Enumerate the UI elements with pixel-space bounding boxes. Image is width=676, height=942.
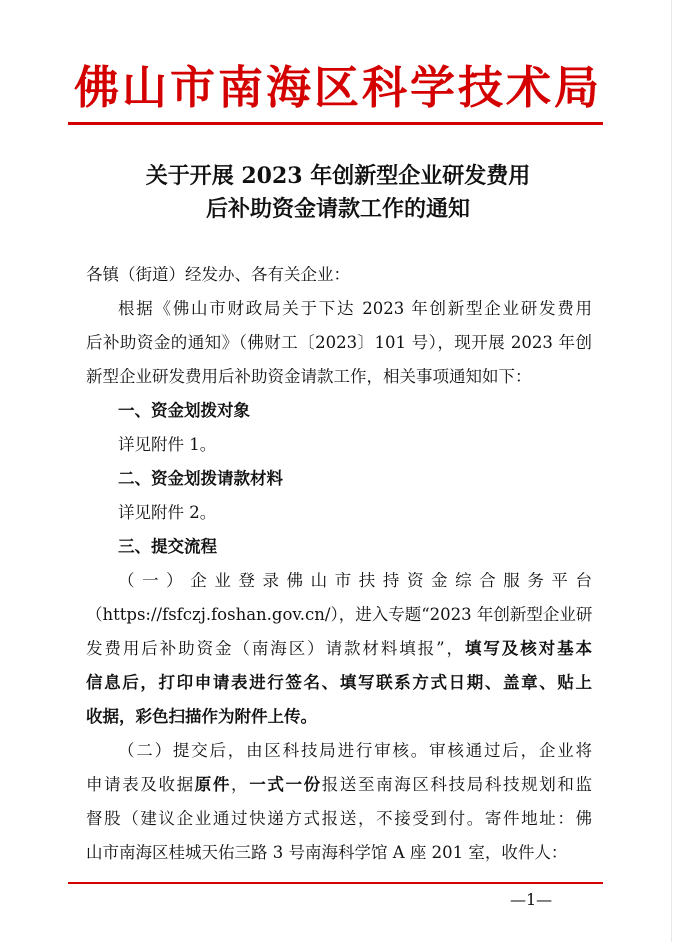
step2-line: （二）提交后，由区科技局进行审核。审核通过后，企业将 — [118, 741, 592, 760]
section-heading-1: 一、资金划拨对象 — [118, 401, 250, 420]
page-edge — [671, 0, 672, 942]
step2-line: 督股（建议企业通过快递方式报送，不接受到付。寄件地址：佛 — [86, 809, 592, 828]
document-title-line-2: 后补助资金请款工作的通知 — [205, 196, 470, 222]
document-title-line-1: 关于开展 2023 年创新型企业研发费用 — [145, 163, 531, 189]
step1-line: （一）企业登录佛山市扶持资金综合服务平台 — [118, 571, 592, 590]
step1-bold-text: 填写及核对基本 — [464, 639, 593, 658]
intro-line: 根据《佛山市财政局关于下达 2023 年创新型企业研发费用 — [118, 299, 592, 318]
footer-red-rule — [68, 882, 603, 884]
step2-text: ， — [231, 775, 250, 794]
header-red-rule — [68, 122, 603, 125]
step1-bold-line: 收据，彩色扫描作为附件上传。 — [86, 707, 317, 726]
agency-header: 佛山市南海区科学技术局 — [73, 61, 602, 114]
page-number: —1— — [510, 890, 553, 909]
step1-bold-line: 信息后，打印申请表进行签名、填写联系方式日期、盖章、贴上 — [86, 673, 592, 692]
step1-text: 发费用后补助资金（南海区）请款材料填报”， — [86, 639, 465, 658]
section-text-2: 详见附件 2。 — [118, 503, 217, 522]
intro-line: 后补助资金的通知》（佛财工〔2023〕101 号），现开展 2023 年创 — [86, 333, 592, 352]
step2-bold-text: 一式一份 — [249, 775, 322, 794]
step1-line: （https://fsfczj.foshan.gov.cn/），进入专题“2023 年创新型企业研 — [86, 605, 593, 624]
section-text-1: 详见附件 1。 — [118, 435, 217, 454]
section-heading-3: 三、提交流程 — [118, 537, 217, 556]
section-heading-2: 二、资金划拨请款材料 — [118, 469, 283, 488]
intro-line: 新型企业研发费用后补助资金请款工作，相关事项通知如下： — [86, 367, 532, 386]
step2-text: 报送至南海区科技局科技规划和监 — [321, 775, 593, 794]
step2-line — [86, 772, 592, 798]
step2-line: 山市南海区桂城天佑三路 3 号南海科学馆 A 座 201 室，收件人： — [86, 843, 568, 862]
step2-text: 申请表及收据 — [86, 775, 195, 794]
step1-line — [86, 636, 592, 662]
salutation: 各镇（街道）经发办、各有关企业： — [86, 265, 350, 284]
step2-bold-text: 原件 — [194, 775, 232, 794]
